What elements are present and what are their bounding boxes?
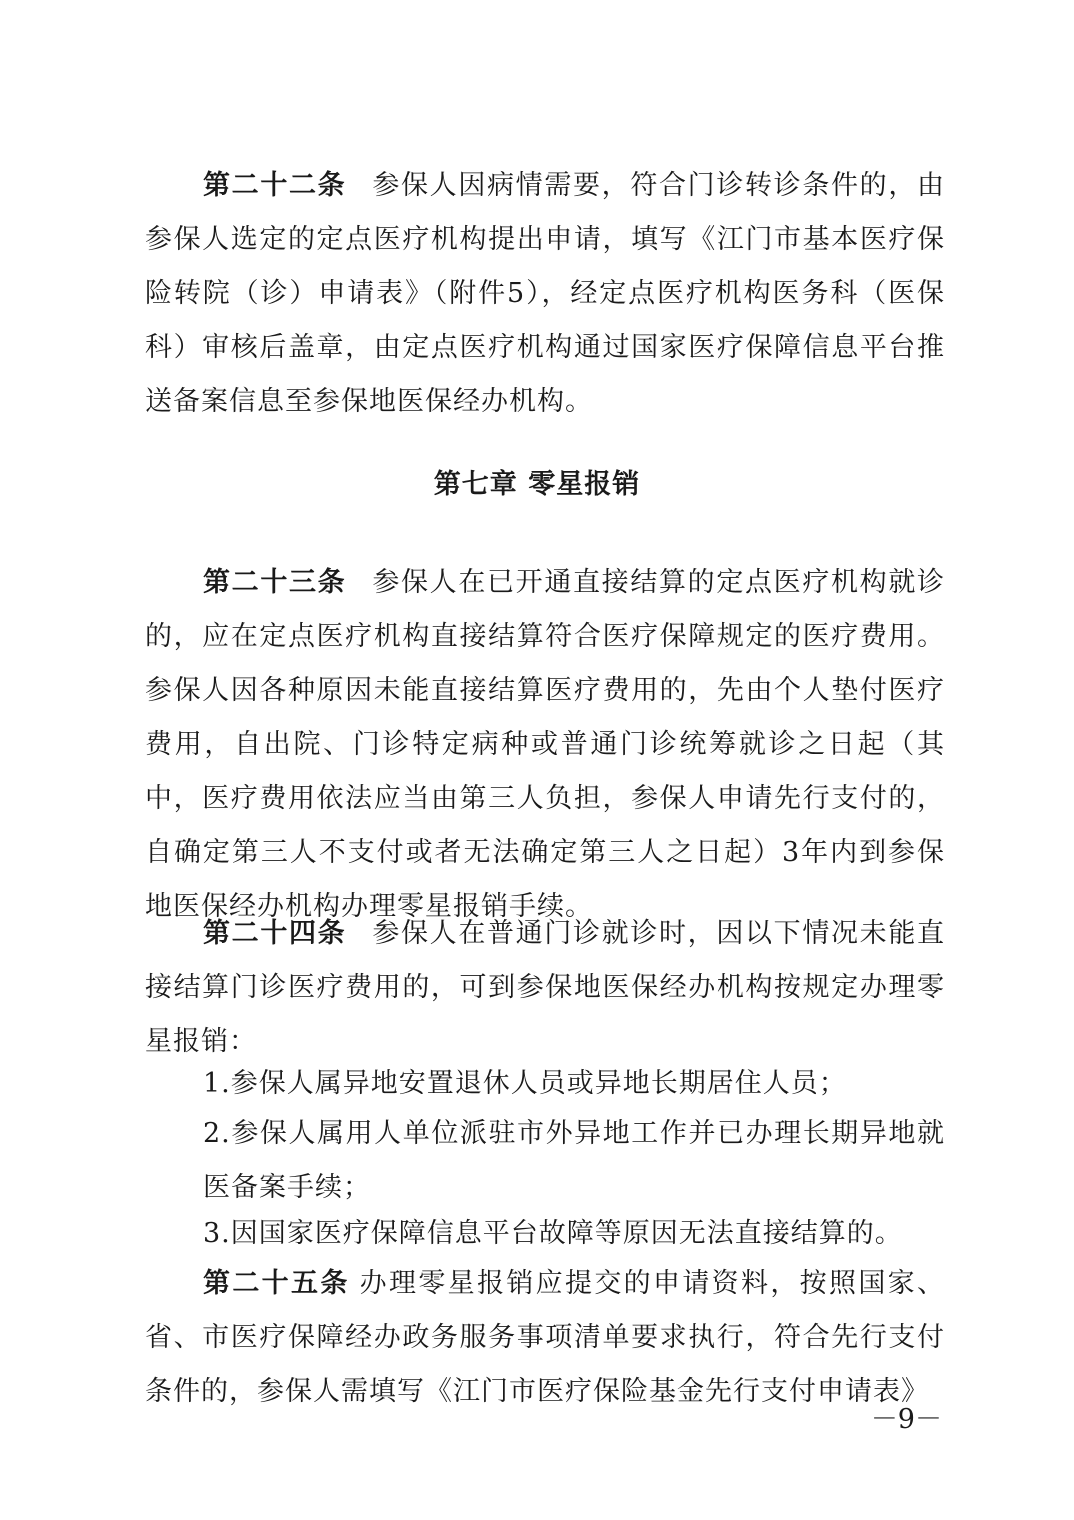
chapter-title: 第七章 零星报销: [433, 469, 641, 500]
article-22-label: 第二十二条: [203, 170, 347, 201]
article-22-text: 参保人因病情需要，符合门诊转诊条件的，由参保人选定的定点医疗机构提出申请，填写《江门市基本医疗保险转院（诊）申请表》（附件5），经定点医疗机构医务科（医保科）审核后盖章，由定点医疗机构通过国家医疗保障信息平台推送备案信息至参保地医保经办机构。: [145, 170, 946, 417]
article-24-text: 参保人在普通门诊就诊时，因以下情况未能直接结算门诊医疗费用的，可到参保地医保经办机构按规定办理零星报销：: [145, 918, 946, 1057]
list-item: 1.参保人属异地安置退休人员或异地长期居住人员；: [203, 1068, 847, 1099]
article-24: [145, 907, 945, 1069]
article-23-text: 参保人在已开通直接结算的定点医疗机构就诊的，应在定点医疗机构直接结算符合医疗保障规定的医疗费用。参保人因各种原因未能直接结算医疗费用的，先由个人垫付医疗费用，自出院、门诊特定病种或普通门诊统筹就诊之日起（其中，医疗费用依法应当由第三人负担，参保人申请先行支付的，自确定第三人不支付或者无法确定第三人之日起）3年内到参保地医保经办机构办理零星报销手续。: [145, 567, 946, 922]
list-item: 3.因国家医疗保障信息平台故障等原因无法直接结算的。: [203, 1218, 903, 1249]
article-25-label: 第二十五条: [203, 1268, 350, 1299]
article-23-label: 第二十三条: [203, 567, 347, 598]
list-item: 2.参保人属用人单位派驻市外异地工作并已办理长期异地就医备案手续；: [203, 1118, 945, 1203]
article-25-text: 办理零星报销应提交的申请资料，按照国家、省、市医疗保障经办政务服务事项清单要求执行，符合先行支付条件的，参保人需填写《江门市医疗保险基金先行支付申请表》: [145, 1268, 946, 1407]
article-23: [145, 556, 945, 934]
article-22: [145, 159, 945, 429]
page-number: －9－: [870, 1404, 942, 1435]
article-24-label: 第二十四条: [203, 918, 347, 949]
article-25: [145, 1257, 945, 1419]
